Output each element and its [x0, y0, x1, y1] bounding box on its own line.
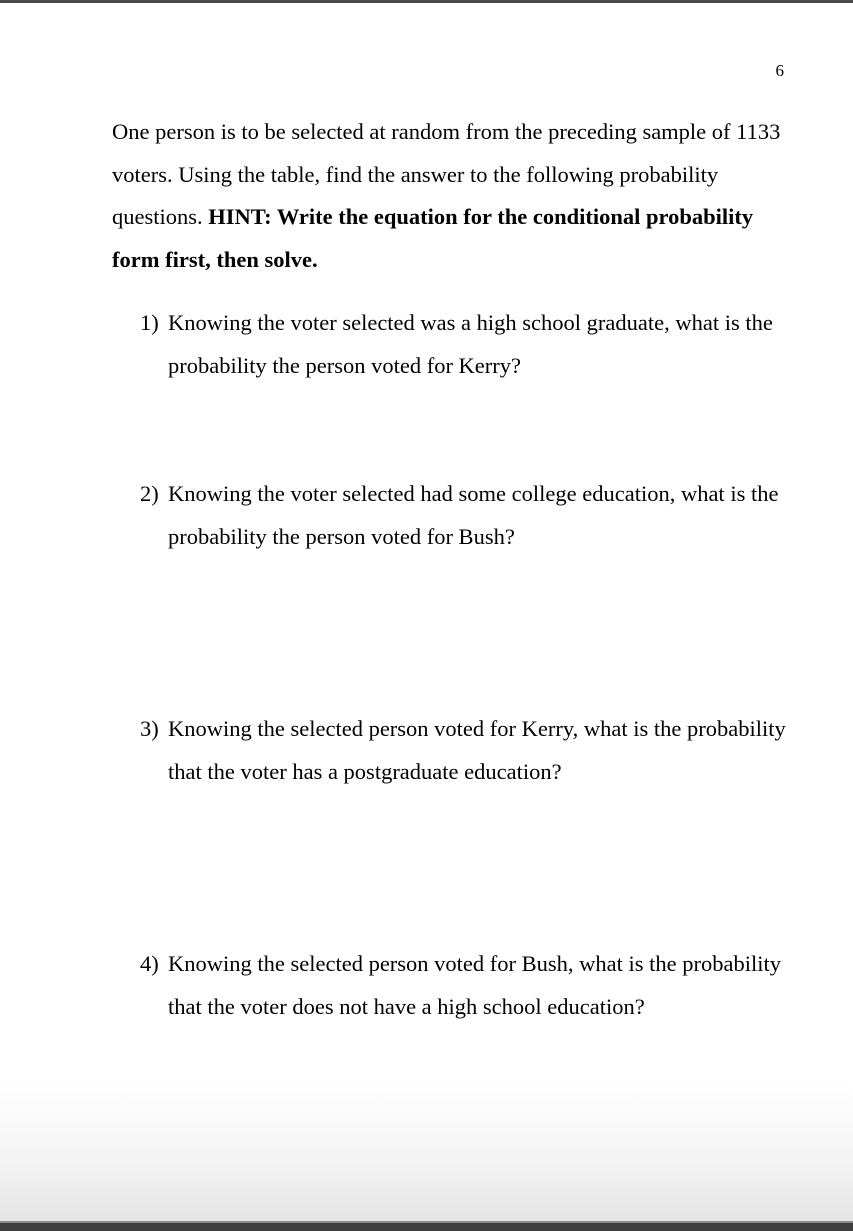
question-3	[140, 708, 800, 793]
question-text: Knowing the selected person voted for Kerry, what is the probability that the voter has a postgraduate education?	[168, 716, 786, 784]
page-number: 6	[775, 61, 784, 80]
question-number: 4)	[140, 951, 159, 976]
question-1	[140, 302, 800, 387]
question-text: Knowing the voter selected had some college education, what is the probability the person voted for Bush?	[168, 481, 779, 549]
intro-paragraph	[112, 111, 792, 281]
hint-text: HINT: Write the equation for the conditional probability form first, then solve.	[112, 204, 754, 272]
question-number: 2)	[140, 481, 159, 506]
question-4	[140, 943, 800, 1028]
question-number: 3)	[140, 716, 159, 741]
question-number: 1)	[140, 310, 159, 335]
question-2	[140, 473, 800, 558]
page-bottom-shadow	[0, 1083, 853, 1224]
document-page	[0, 3, 853, 1221]
intro-text: One person is to be selected at random from the preceding sample of 1133 voters. Using the table, find the answer to the following probability questions.	[112, 119, 781, 229]
window-bottom-bar	[0, 1221, 853, 1231]
question-text: Knowing the selected person voted for Bush, what is the probability that the voter does not have a high school education?	[168, 951, 782, 1019]
question-text: Knowing the voter selected was a high school graduate, what is the probability the person voted for Kerry?	[168, 310, 773, 378]
